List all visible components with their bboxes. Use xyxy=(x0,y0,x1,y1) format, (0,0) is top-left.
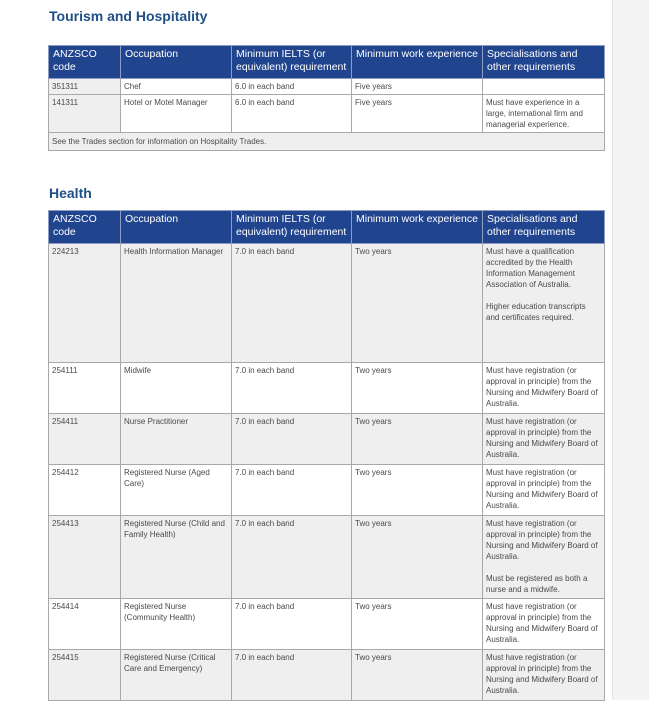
cell-occupation: Registered Nurse (Critical Care and Emergency) xyxy=(121,650,232,701)
cell-code: 254413 xyxy=(49,516,121,599)
cell-code: 141311 xyxy=(49,95,121,133)
header-experience: Minimum work experience xyxy=(352,211,483,244)
health-table xyxy=(48,210,605,701)
cell-requirements xyxy=(483,516,605,599)
table-row xyxy=(49,650,605,701)
cell-code: 254111 xyxy=(49,363,121,414)
table-row xyxy=(49,414,605,465)
paragraph-gap xyxy=(486,562,601,573)
cell-requirements: Must have registration (or approval in principle) from the Nursing and Midwifery Board of Australia. xyxy=(483,599,605,650)
cell-experience: Two years xyxy=(352,516,483,599)
requirements-text: Must have registration (or approval in principle) from the Nursing and Midwifery Board of Australia. xyxy=(486,519,598,561)
section-title-tourism: Tourism and Hospitality xyxy=(49,8,208,24)
header-code: ANZSCO code xyxy=(49,46,121,79)
header-occupation: Occupation xyxy=(121,46,232,79)
table-row xyxy=(49,79,605,95)
header-requirements: Specialisations and other requirements xyxy=(483,211,605,244)
table-row xyxy=(49,599,605,650)
cell-code: 224213 xyxy=(49,244,121,363)
cell-experience: Two years xyxy=(352,414,483,465)
cell-occupation: Registered Nurse (Child and Family Health) xyxy=(121,516,232,599)
cell-occupation: Chef xyxy=(121,79,232,95)
table-note-row xyxy=(49,133,605,151)
cell-occupation: Nurse Practitioner xyxy=(121,414,232,465)
cell-code: 254415 xyxy=(49,650,121,701)
requirements-extra-text: Must be registered as both a nurse and a midwife. xyxy=(486,574,588,594)
cell-occupation: Health Information Manager xyxy=(121,244,232,363)
tourism-table xyxy=(48,45,605,151)
requirements-extra-text: Higher education transcripts and certificates required. xyxy=(486,302,586,322)
cell-code: 254414 xyxy=(49,599,121,650)
cell-ielts: 7.0 in each band xyxy=(232,599,352,650)
cell-ielts: 6.0 in each band xyxy=(232,95,352,133)
cell-requirements: Must have registration (or approval in principle) from the Nursing and Midwifery Board of Australia. xyxy=(483,363,605,414)
cell-experience: Five years xyxy=(352,79,483,95)
header-code: ANZSCO code xyxy=(49,211,121,244)
header-occupation: Occupation xyxy=(121,211,232,244)
header-experience: Minimum work experience xyxy=(352,46,483,79)
table-header-row xyxy=(49,211,605,244)
page-right-gutter xyxy=(612,0,649,700)
cell-requirements: Must have registration (or approval in principle) from the Nursing and Midwifery Board of Australia. xyxy=(483,650,605,701)
cell-ielts: 7.0 in each band xyxy=(232,244,352,363)
cell-experience: Two years xyxy=(352,650,483,701)
cell-occupation: Hotel or Motel Manager xyxy=(121,95,232,133)
cell-code: 254412 xyxy=(49,465,121,516)
cell-code: 254411 xyxy=(49,414,121,465)
cell-ielts: 6.0 in each band xyxy=(232,79,352,95)
cell-ielts: 7.0 in each band xyxy=(232,465,352,516)
cell-occupation: Registered Nurse (Aged Care) xyxy=(121,465,232,516)
header-requirements: Specialisations and other requirements xyxy=(483,46,605,79)
table-header-row xyxy=(49,46,605,79)
cell-experience: Two years xyxy=(352,599,483,650)
table-row xyxy=(49,95,605,133)
requirements-text: Must have a qualification accredited by the Health Information Management Association of Australia. xyxy=(486,247,575,289)
cell-ielts: 7.0 in each band xyxy=(232,650,352,701)
cell-ielts: 7.0 in each band xyxy=(232,516,352,599)
table-row xyxy=(49,363,605,414)
cell-requirements xyxy=(483,79,605,95)
table-row xyxy=(49,516,605,599)
header-ielts: Minimum IELTS (or equivalent) requirement xyxy=(232,211,352,244)
cell-requirements: Must have registration (or approval in principle) from the Nursing and Midwifery Board of Australia. xyxy=(483,465,605,516)
cell-experience: Five years xyxy=(352,95,483,133)
paragraph-gap xyxy=(486,290,601,301)
cell-code: 351311 xyxy=(49,79,121,95)
cell-experience: Two years xyxy=(352,363,483,414)
table-note: See the Trades section for information on Hospitality Trades. xyxy=(49,133,605,151)
cell-requirements xyxy=(483,244,605,363)
cell-occupation: Midwife xyxy=(121,363,232,414)
table-row xyxy=(49,244,605,363)
table-row xyxy=(49,465,605,516)
cell-experience: Two years xyxy=(352,465,483,516)
cell-requirements: Must have experience in a large, international firm and managerial experience. xyxy=(483,95,605,133)
cell-requirements: Must have registration (or approval in principle) from the Nursing and Midwifery Board of Australia. xyxy=(483,414,605,465)
header-ielts: Minimum IELTS (or equivalent) requirement xyxy=(232,46,352,79)
cell-experience: Two years xyxy=(352,244,483,363)
section-title-health: Health xyxy=(49,185,92,201)
cell-ielts: 7.0 in each band xyxy=(232,363,352,414)
cell-occupation: Registered Nurse (Community Health) xyxy=(121,599,232,650)
cell-ielts: 7.0 in each band xyxy=(232,414,352,465)
